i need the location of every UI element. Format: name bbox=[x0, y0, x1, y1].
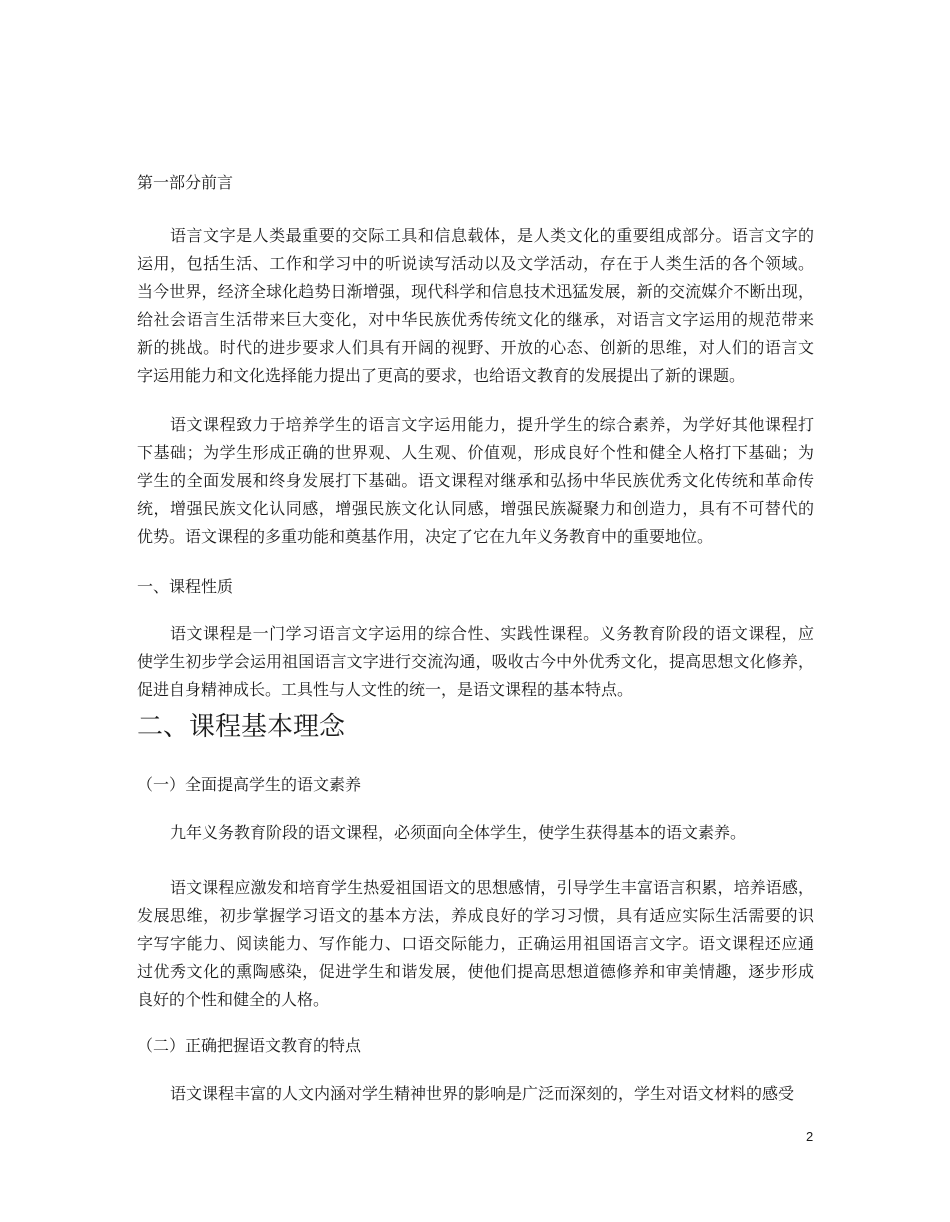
text-line: 语文课程丰富的人文内涵对学生精神世界的影响是广泛而深刻的，学生对语文材料的感受 bbox=[170, 1084, 795, 1103]
text-line: 发展思维，初步掌握学习语文的基本方法，养成良好的学习习惯，具有适应实际生活需要的识 bbox=[137, 906, 814, 925]
text-line: 下基础；为学生形成正确的世界观、人生观、价值观，形成良好个性和健全人格打下基础；为 bbox=[137, 443, 814, 462]
text-line: 字写字能力、阅读能力、写作能力、口语交际能力，正确运用祖国语言文字。语文课程还应通 bbox=[137, 934, 814, 953]
section1-paragraph bbox=[137, 620, 814, 704]
subsection-heading-1: （一）全面提高学生的语文素养 bbox=[137, 775, 362, 794]
section-heading-nature: 一、课程性质 bbox=[137, 577, 234, 596]
part-title: 第一部分前言 bbox=[137, 173, 234, 192]
text-line: 运用，包括生活、工作和学习中的听说读写活动以及文学活动，存在于人类生活的各个领域。 bbox=[137, 254, 814, 273]
text-line: 语文课程致力于培养学生的语言文字运用能力，提升学生的综合素养，为学好其他课程打 bbox=[170, 415, 814, 434]
page-number: 2 bbox=[806, 1129, 814, 1144]
text-line: 语言文字是人类最重要的交际工具和信息载体，是人类文化的重要组成部分。语言文字的 bbox=[170, 226, 814, 245]
text-line: 优势。语文课程的多重功能和奠基作用，决定了它在九年义务教育中的重要地位。 bbox=[137, 527, 714, 546]
text-line: 使学生初步学会运用祖国语言文字进行交流沟通，吸收古今中外优秀文化，提高思想文化修养， bbox=[137, 652, 814, 671]
subsection1-paragraph-1 bbox=[137, 819, 814, 847]
text-line: 过优秀文化的熏陶感染，促进学生和谐发展，使他们提高思想道德修养和审美情趣，逐步形成 bbox=[137, 962, 814, 981]
text-line: 语文课程是一门学习语言文字运用的综合性、实践性课程。义务教育阶段的语文课程，应 bbox=[170, 624, 814, 643]
intro-paragraph-1 bbox=[137, 222, 814, 390]
text-line: 新的挑战。时代的进步要求人们具有开阔的视野、开放的心态、创新的思维，对人们的语言文 bbox=[137, 338, 814, 357]
text-line: 当今世界，经济全球化趋势日渐增强，现代科学和信息技术迅猛发展，新的交流媒介不断出现， bbox=[137, 282, 814, 301]
text-line: 字运用能力和文化选择能力提出了更高的要求，也给语文教育的发展提出了新的课题。 bbox=[137, 366, 746, 385]
text-line: 促进自身精神成长。工具性与人文性的统一，是语文课程的基本特点。 bbox=[137, 680, 634, 699]
intro-paragraph-2 bbox=[137, 411, 814, 551]
subsection-heading-2: （二）正确把握语文教育的特点 bbox=[137, 1036, 362, 1055]
text-line: 给社会语言生活带来巨大变化，对中华民族优秀传统文化的继承，对语言文字运用的规范带来 bbox=[137, 310, 814, 329]
text-line: 良好的个性和健全的人格。 bbox=[137, 990, 330, 1009]
section-heading-concepts: 二、课程基本理念 bbox=[137, 712, 346, 742]
text-line: 学生的全面发展和终身发展打下基础。语文课程对继承和弘扬中华民族优秀文化传统和革命传 bbox=[137, 471, 814, 490]
subsection2-paragraph-1 bbox=[137, 1080, 814, 1108]
subsection1-paragraph-2 bbox=[137, 874, 814, 1014]
text-line: 语文课程应激发和培育学生热爱祖国语文的思想感情，引导学生丰富语言积累，培养语感， bbox=[170, 878, 814, 897]
text-line: 九年义务教育阶段的语文课程，必须面向全体学生，使学生获得基本的语文素养。 bbox=[170, 823, 747, 842]
text-line: 统，增强民族文化认同感，增强民族文化认同感，增强民族凝聚力和创造力，具有不可替代的 bbox=[137, 499, 814, 518]
